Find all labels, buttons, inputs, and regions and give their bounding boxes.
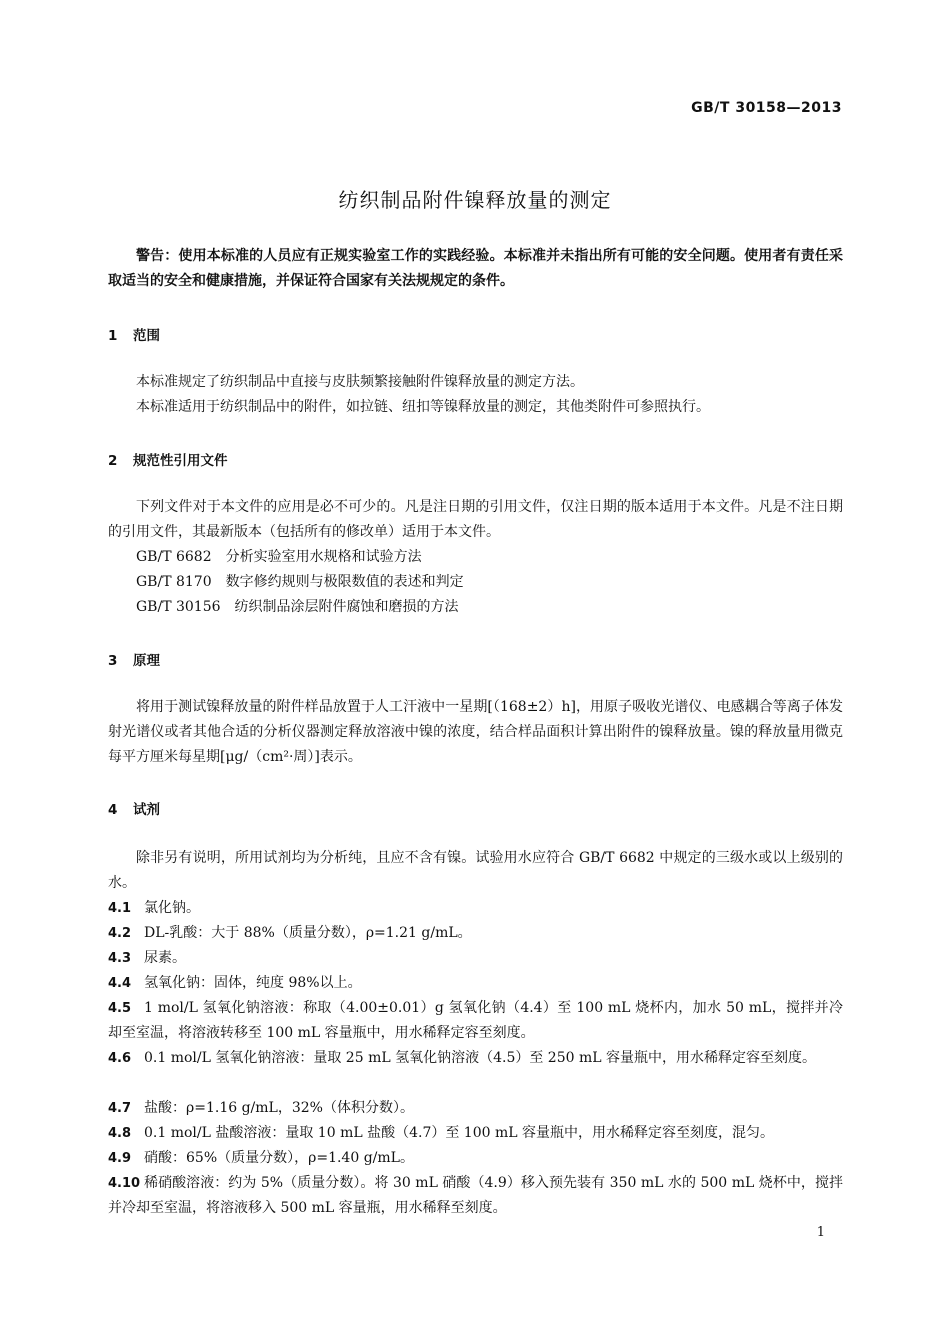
reagent-item (108, 921, 843, 946)
reagent-number: 4.9 (108, 1151, 132, 1166)
reagent-item (108, 946, 843, 971)
section-title: 原理 (133, 653, 160, 669)
reagent-number: 4.1 (108, 901, 132, 916)
reagent-number: 4.6 (108, 1051, 132, 1066)
reagent-number: 4.7 (108, 1101, 132, 1116)
reference-item (108, 570, 843, 595)
page-number: 1 (816, 1225, 825, 1240)
section-number: 1 (108, 328, 118, 344)
reference-code: GB/T 30156 (136, 599, 221, 615)
section-number: 4 (108, 802, 118, 818)
reagent-item (108, 896, 843, 921)
section-number: 2 (108, 453, 118, 469)
section-number: 3 (108, 653, 118, 669)
normative-references-list (108, 545, 843, 620)
reference-item (108, 545, 843, 570)
reference-title: 分析实验室用水规格和试验方法 (225, 549, 422, 565)
reagent-text: DL-乳酸：大于 88%（质量分数），ρ=1.21 g/mL。 (144, 925, 472, 941)
section-1-paragraph-1: 本标准规定了纺织制品中直接与皮肤频繁接触附件镍释放量的测定方法。 (136, 374, 584, 390)
reagent-text: 氢氧化钠：固体，纯度 98%以上。 (144, 975, 362, 991)
reagent-text: 硝酸：65%（质量分数），ρ=1.40 g/mL。 (144, 1150, 414, 1166)
section-3-heading (108, 649, 160, 669)
reagent-text: 1 mol/L 氢氧化钠溶液：称取（4.00±0.01）g 氢氧化钠（4.4）至 100 mL 烧杯内，加水 50 mL，搅拌并冷却至室温，将溶液转移至 100 mL 容量瓶中，用水稀释定容至刻度。 (108, 1000, 843, 1041)
reagent-item (108, 1046, 843, 1071)
reagent-item (108, 971, 843, 996)
reagent-number: 4.4 (108, 976, 132, 991)
section-title: 试剂 (133, 802, 160, 818)
reagent-number: 4.5 (108, 1001, 132, 1016)
reagent-number: 4.3 (108, 951, 132, 966)
section-2-paragraph-1: 下列文件对于本文件的应用是必不可少的。凡是注日期的引用文件，仅注日期的版本适用于本文件。凡是不注日期的引用文件，其最新版本（包括所有的修改单）适用于本文件。 (108, 499, 843, 540)
reagent-item (108, 1171, 843, 1221)
section-2-heading (108, 449, 228, 469)
reagent-text: 尿素。 (144, 950, 186, 966)
reference-title: 数字修约规则与极限数值的表述和判定 (225, 574, 464, 590)
document-title: 纺织制品附件镍释放量的测定 (338, 188, 612, 212)
section-title: 规范性引用文件 (133, 453, 228, 469)
reagent-number: 4.8 (108, 1126, 132, 1141)
reagent-item (108, 1146, 843, 1171)
reagent-text: 氯化钠。 (144, 900, 200, 916)
reference-title: 纺织制品涂层附件腐蚀和磨损的方法 (234, 599, 459, 615)
section-4-heading (108, 798, 160, 818)
warning-notice: 警告：使用本标准的人员应有正规实验室工作的实践经验。本标准并未指出所有可能的安全问题。使用者有责任采取适当的安全和健康措施，并保证符合国家有关法规规定的条件。 (108, 248, 843, 289)
standard-code: GB/T 30158—2013 (691, 100, 842, 116)
reference-code: GB/T 8170 (136, 574, 212, 590)
reference-item (108, 595, 843, 620)
reagent-text: 0.1 mol/L 盐酸溶液：量取 10 mL 盐酸（4.7）至 100 mL 容量瓶中，用水稀释定容至刻度，混匀。 (144, 1125, 775, 1141)
reagent-number: 4.2 (108, 926, 132, 941)
reagent-number: 4.10 (108, 1176, 141, 1191)
section-4-paragraph-1: 除非另有说明，所用试剂均为分析纯，且应不含有镍。试验用水应符合 GB/T 6682 中规定的三级水或以上级别的水。 (108, 850, 843, 891)
section-1-paragraph-2: 本标准适用于纺织制品中的附件，如拉链、纽扣等镍释放量的测定，其他类附件可参照执行。 (136, 399, 710, 415)
section-1-heading (108, 324, 160, 344)
section-title: 范围 (133, 328, 160, 344)
reagent-item (108, 996, 843, 1046)
reference-code: GB/T 6682 (136, 549, 212, 565)
reagent-text: 0.1 mol/L 氢氧化钠溶液：量取 25 mL 氢氧化钠溶液（4.5）至 250 mL 容量瓶中，用水稀释定容至刻度。 (144, 1050, 817, 1066)
reagent-item (108, 1121, 843, 1146)
reagent-text: 盐酸：ρ=1.16 g/mL，32%（体积分数）。 (144, 1100, 414, 1116)
reagent-item (108, 1096, 843, 1121)
reagent-text: 稀硝酸溶液：约为 5%（质量分数）。将 30 mL 硝酸（4.9）移入预先装有 350 mL 水的 500 mL 烧杯中，搅拌并冷却至室温，将溶液移入 500 mL 容量瓶，用水稀释至刻度。 (108, 1175, 843, 1216)
section-3-paragraph-1: 将用于测试镍释放量的附件样品放置于人工汗液中一星期[（168±2）h]，用原子吸收光谱仪、电感耦合等离子体发射光谱仪或者其他合适的分析仪器测定释放溶液中镍的浓度，结合样品面积计算出附件的镍释放量。镍的释放量用微克每平方厘米每星期[μg/（cm²·周）]表示。 (108, 699, 843, 765)
